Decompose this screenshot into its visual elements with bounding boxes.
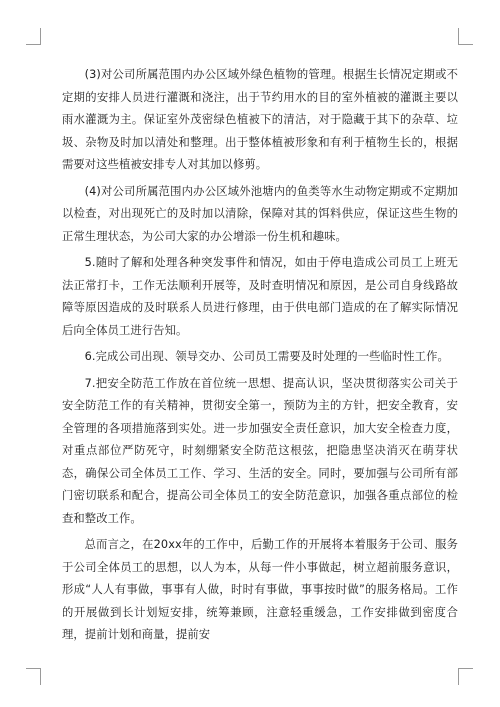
paragraph-plant-management: (3)对公司所属范围内办公区域外绿色植物的管理。根据生长情况定期或不定期的安排人员进行灌溉和浇注，出于节约用水的目的室外植被的灌溉主要以雨水灌溉为主。保证室外茂密绿色植被下的清洁，对于隐藏于其下的杂草、垃圾、杂物及时加以清处和整理。出于整体植被形象和有利于植物生长的，根据需要对这些植被安排专人对其加以修剪。 [62, 68, 458, 171]
crop-mark-bottom-left [26, 668, 41, 685]
paragraph-emergency-handling: 5.随时了解和处理各种突发事件和情况，如由于停电造成公司员工上班无法正常打卡，工作无法顺利开展等，及时查明情况和原因，是公司自身线路故障等原因造成的及时联系人员进行修理，由于供电部门造成的在了解实际情况后向全体员工进行告知。 [62, 256, 458, 337]
paragraph-summary: 总而言之，在20xx年的工作中，后勤工作的开展将本着服务于公司、服务于公司全体员工的思想，以人为本，从每一件小事做起，树立超前服务意识，形成“人人有事做，事事有人做，时时有事做，事事按时做”的服务格局。工作的开展做到长计划短安排，统筹兼顾，注意轻重缓急，工作安排做到密度合理，提前计划和商量，提前安 [62, 538, 458, 641]
paragraph-temporary-tasks: 6.完成公司出现、领导交办、公司员工需要及时处理的一些临时性工作。 [84, 350, 449, 363]
paragraph-pond-management: (4)对公司所属范围内办公区域外池塘内的鱼类等水生动物定期或不定期加以检查，对出现死亡的及时加以清除，保障对其的饵料供应，保证这些生物的正常生理状态，为公司大家的办公增添一份生机和趣味。 [62, 184, 458, 243]
crop-mark-top-right [458, 28, 473, 45]
paragraph-safety-work: 7.把安全防范工作放在首位统一思想、提高认识，坚决贯彻落实公司关于安全防范工作的有关精神，贯彻安全第一，预防为主的方针，把安全教育，安全管理的各项措施落到实处。进一步加强安全责任意识，加大安全检查力度，对重点部位严防死守，时刻绷紧安全防范这根弦，把隐患坚决消灭在萌芽状态，确保公司全体员工工作、学习、生活的安全。同时，要加强与公司所有部门密切联系和配合，提高公司全体员工的安全防范意识，加强各重点部位的检查和整改工作。 [62, 376, 458, 525]
crop-mark-top-left [26, 28, 41, 45]
document-page [62, 64, 458, 651]
crop-mark-bottom-right [458, 668, 473, 685]
